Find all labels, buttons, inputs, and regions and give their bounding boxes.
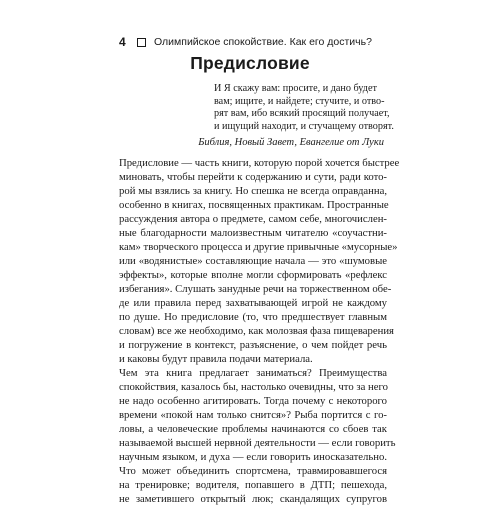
running-header: [119, 34, 419, 50]
text-line: рассуждения автора о предмете, самом себе, многочислен-: [119, 213, 387, 225]
text-line: ные благодарности малоизвестным читателю «соучастни-: [119, 227, 387, 239]
epigraph-line: И Я скажу вам: просите, и дано будет: [214, 83, 377, 94]
body-text: [119, 156, 400, 506]
text-line: не заметившего открытый люк; скандалящих супругов: [119, 493, 387, 505]
page-number: 4: [119, 35, 126, 49]
text-line: ловы, а человеческие проблемы начинаются со сбоев так: [119, 423, 387, 435]
text-line: эффекты», которые вполне могли сформировать «рефлекс: [119, 269, 387, 281]
text-line: особенно в книгах, посвященных практикам. Пространные: [119, 199, 389, 211]
chapter-title: Предисловие: [190, 53, 310, 73]
text-line: Чем эта книга предлагает заниматься? Преимущества: [119, 367, 387, 379]
text-line: словам) все же необходимо, как молозвая фаза пищеварения: [119, 325, 394, 337]
text-line: научным языком, и духа — если говорить иносказательно.: [119, 451, 387, 463]
text-line: де или правила перед захватывающей игрой не каждому: [119, 297, 387, 309]
text-line: спокойствия, казалось бы, настолько очевидны, что за него: [119, 381, 388, 393]
text-line: кам» творческого процесса и другие привычные «мусорные»: [119, 241, 398, 253]
text-line: на тренировке; водителя, попавшего в ДТП; пешехода,: [119, 479, 387, 491]
text-line: Что может объединить спортсмена, травмировавшегося: [119, 465, 387, 477]
text-line: по душе. Но предисловие (то, что предшествует главным: [119, 311, 387, 323]
text-line: времени «покой нам только снится»? Рыба портится с го-: [119, 409, 387, 421]
epigraph-source: Библия, Новый Завет, Евангелие от Луки: [198, 137, 384, 148]
text-line: Предисловие — часть книги, которую порой хочется быстрее: [119, 157, 400, 169]
text-line: называемой высшей нервной деятельности — если говорить: [119, 437, 396, 449]
text-line: не надо особенно агитировать. Тогда почему с некоторого: [119, 395, 387, 407]
text-line: рой мы взялись за книгу. Но спешка не всегда оправданна,: [119, 185, 387, 197]
text-line: миновать, чтобы перейти к содержанию и сути, ради кото-: [119, 171, 387, 183]
text-line: и каковы будут правила подачи материала.: [119, 353, 313, 365]
epigraph-line: вам; ищите, и найдете; стучите, и отво-: [214, 95, 385, 107]
running-title: Олимпийское спокойствие. Как его достичь?: [154, 36, 372, 48]
text-line: или «водянистые» составляющие начала — это «шумовые: [119, 255, 387, 267]
square-bullet-icon: [137, 38, 146, 47]
epigraph-line: рят вам, ибо всякий просящий получает,: [214, 108, 390, 120]
text-line: и погружение в контекст, разъяснение, о чем пойдет речь: [119, 339, 387, 351]
text-line: избегания». Слушать занудные речи на торжественном обе-: [119, 283, 392, 295]
epigraph-line: и ищущий находит, и стучащему отворят.: [214, 120, 394, 132]
epigraph: [214, 83, 394, 133]
